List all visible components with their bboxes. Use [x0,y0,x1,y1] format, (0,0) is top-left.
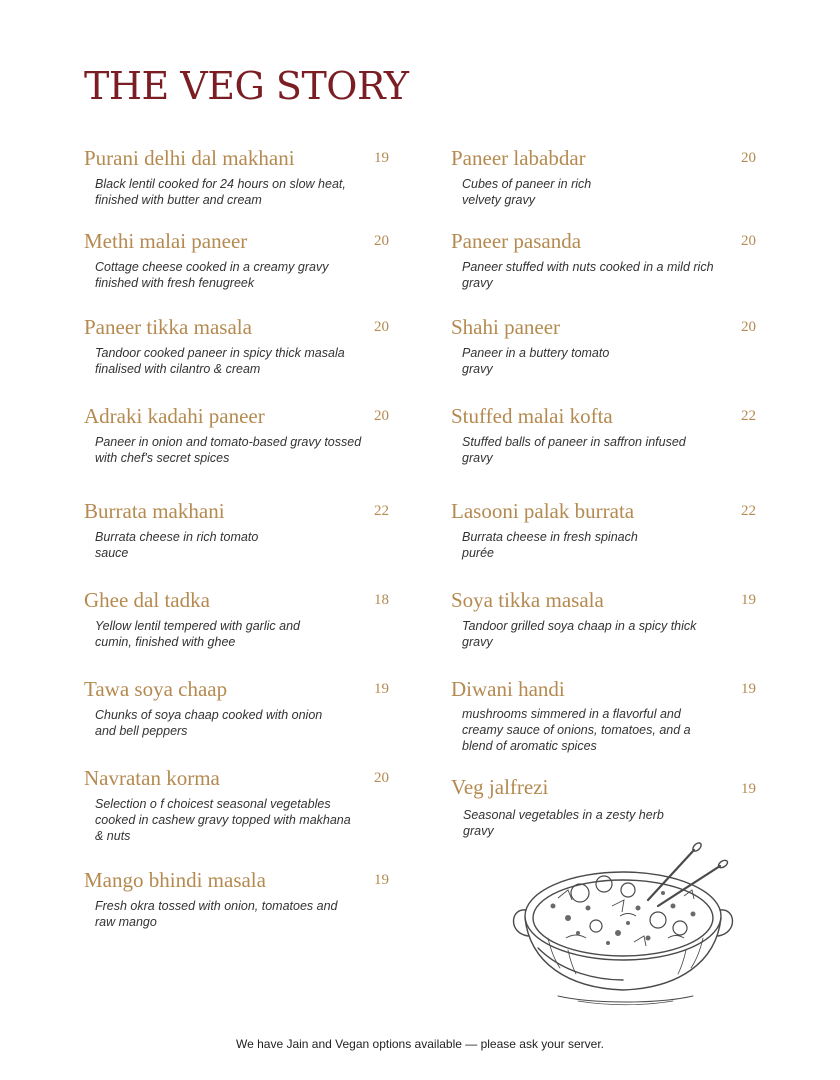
item-price: 19 [741,592,756,608]
item-price: 19 [374,681,389,697]
item-price: 22 [374,503,389,519]
item-description: Paneer in a buttery tomato gravy [462,346,610,376]
item-price: 20 [741,233,756,249]
item-name: Methi malai paneer [84,229,248,253]
item-name: Lasooni palak burrata [451,499,635,523]
item-name: Shahi paneer [451,315,561,339]
item-name: Tawa soya chaap [84,677,228,701]
item-name: Paneer tikka masala [84,315,252,339]
item-price: 20 [374,319,389,335]
item-description: mushrooms simmered in a flavorful and creamy sauce of onions, tomatoes, and a blend of aromatic spices [462,707,691,753]
item-description: Stuffed balls of paneer in saffron infused gravy [462,435,686,465]
item-name: Purani delhi dal makhani [84,146,295,170]
item-name: Soya tikka masala [451,588,604,612]
item-description: Selection o f choicest seasonal vegetables cooked in cashew gravy topped with makhana & nuts [95,797,351,843]
item-price: 20 [741,150,756,166]
footer-note: We have Jain and Vegan options available — please ask your server. [235,1037,604,1051]
item-description: Black lentil cooked for 24 hours on slow heat, finished with butter and cream [95,177,346,207]
item-price: 20 [374,233,389,249]
item-description: Chunks of soya chaap cooked with onion and bell peppers [95,708,323,738]
item-price: 20 [374,408,389,424]
item-name: Veg jalfrezi [451,775,549,799]
item-price: 19 [374,872,389,888]
item-name: Ghee dal tadka [84,588,210,612]
page-title: THE VEG STORY [84,64,409,108]
item-price: 20 [374,770,389,786]
item-name: Adraki kadahi paneer [84,404,265,428]
item-price: 20 [741,319,756,335]
item-description: Yellow lentil tempered with garlic and cumin, finished with ghee [95,619,300,649]
item-description: Paneer stuffed with nuts cooked in a mild rich gravy [462,260,714,290]
curry-pot-sketch-icon [508,838,742,1008]
item-description: Cottage cheese cooked in a creamy gravy finished with fresh fenugreek [95,260,329,290]
item-price: 22 [741,503,756,519]
item-price: 19 [741,781,756,797]
item-description: Tandoor cooked paneer in spicy thick masala finalised with cilantro & cream [95,346,345,376]
item-price: 18 [374,592,389,608]
item-name: Diwani handi [451,677,565,701]
item-price: 22 [741,408,756,424]
item-description: Tandoor grilled soya chaap in a spicy thick gravy [462,619,697,649]
item-description: Cubes of paneer in rich velvety gravy [462,177,592,207]
item-description: Burrata cheese in fresh spinach purée [462,530,638,560]
item-name: Paneer lababdar [451,146,586,170]
item-description: Paneer in onion and tomato-based gravy tossed with chef's secret spices [95,435,362,465]
item-name: Mango bhindi masala [84,868,266,892]
item-description: Burrata cheese in rich tomato sauce [95,530,259,560]
item-name: Navratan korma [84,766,220,790]
item-name: Stuffed malai kofta [451,404,613,428]
item-description: Fresh okra tossed with onion, tomatoes and raw mango [95,899,338,929]
item-price: 19 [741,681,756,697]
item-name: Paneer pasanda [451,229,582,253]
item-description: Seasonal vegetables in a zesty herb gravy [463,808,664,838]
item-price: 19 [374,150,389,166]
item-name: Burrata makhani [84,499,225,523]
